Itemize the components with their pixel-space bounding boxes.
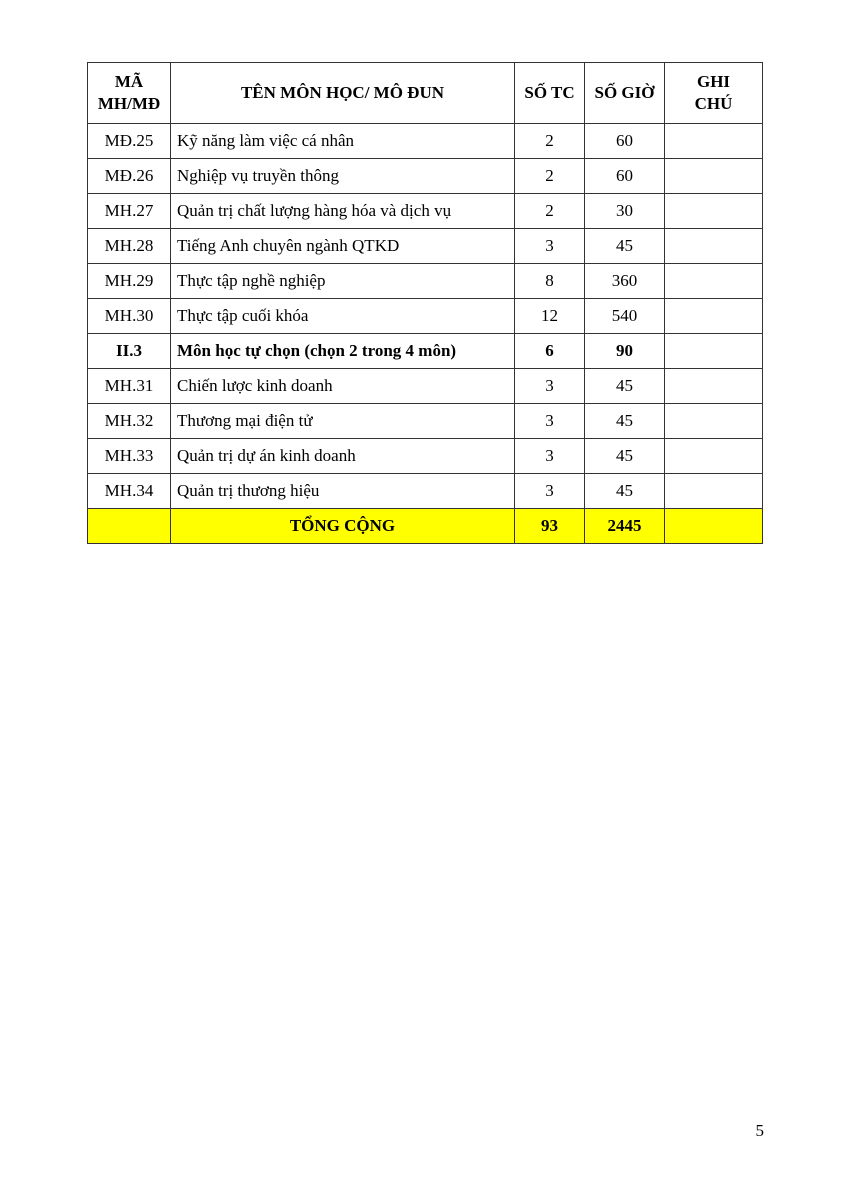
table-row: [88, 124, 763, 159]
cell-name: Thực tập cuối khóa: [171, 299, 515, 334]
cell-note: [665, 439, 763, 474]
header-note-line2: CHÚ: [694, 94, 733, 113]
cell-credits: 2: [515, 194, 585, 229]
header-code-line1: MÃ: [114, 72, 144, 91]
page-number: 5: [755, 1121, 764, 1140]
header-name: TÊN MÔN HỌC/ MÔ ĐUN: [171, 63, 515, 124]
table-row: [88, 369, 763, 404]
cell-code: MH.32: [88, 404, 171, 439]
cell-credits: 3: [515, 404, 585, 439]
total-credits: 93: [515, 509, 585, 544]
table-row: [88, 439, 763, 474]
cell-code: MH.28: [88, 229, 171, 264]
cell-name: Quản trị dự án kinh doanh: [171, 439, 515, 474]
cell-credits: 3: [515, 229, 585, 264]
cell-note: [665, 334, 763, 369]
cell-name: Quản trị chất lượng hàng hóa và dịch vụ: [171, 194, 515, 229]
cell-code: MH.27: [88, 194, 171, 229]
cell-credits: 12: [515, 299, 585, 334]
curriculum-table: [87, 62, 763, 544]
section-row: [88, 334, 763, 369]
header-credits: SỐ TC: [515, 63, 585, 124]
cell-name: Thương mại điện tử: [171, 404, 515, 439]
cell-hours: 45: [585, 474, 665, 509]
cell-name: Nghiệp vụ truyền thông: [171, 159, 515, 194]
cell-name: Tiếng Anh chuyên ngành QTKD: [171, 229, 515, 264]
cell-credits: 3: [515, 439, 585, 474]
cell-credits: 6: [515, 334, 585, 369]
cell-code: II.3: [88, 334, 171, 369]
table-row: [88, 474, 763, 509]
total-note: [665, 509, 763, 544]
total-hours: 2445: [585, 509, 665, 544]
cell-hours: 360: [585, 264, 665, 299]
cell-credits: 3: [515, 369, 585, 404]
table-row: [88, 159, 763, 194]
header-note: [665, 63, 763, 124]
table-row: [88, 404, 763, 439]
cell-name: Chiến lược kinh doanh: [171, 369, 515, 404]
cell-hours: 45: [585, 404, 665, 439]
table-row: [88, 194, 763, 229]
cell-hours: 540: [585, 299, 665, 334]
table-row: [88, 229, 763, 264]
header-code: [88, 63, 171, 124]
cell-code: MH.30: [88, 299, 171, 334]
cell-code: MH.31: [88, 369, 171, 404]
cell-note: [665, 229, 763, 264]
cell-name: Thực tập nghề nghiệp: [171, 264, 515, 299]
total-code-cell: [88, 509, 171, 544]
total-label: TỔNG CỘNG: [171, 509, 515, 544]
cell-note: [665, 264, 763, 299]
cell-note: [665, 159, 763, 194]
cell-note: [665, 404, 763, 439]
table-row: [88, 299, 763, 334]
cell-hours: 30: [585, 194, 665, 229]
cell-hours: 60: [585, 124, 665, 159]
cell-credits: 2: [515, 159, 585, 194]
table-row: [88, 264, 763, 299]
cell-hours: 45: [585, 439, 665, 474]
cell-code: MĐ.25: [88, 124, 171, 159]
cell-code: MH.34: [88, 474, 171, 509]
cell-code: MĐ.26: [88, 159, 171, 194]
cell-note: [665, 124, 763, 159]
cell-note: [665, 369, 763, 404]
total-row: [88, 509, 763, 544]
cell-name: Kỹ năng làm việc cá nhân: [171, 124, 515, 159]
cell-credits: 2: [515, 124, 585, 159]
cell-note: [665, 194, 763, 229]
header-row: [88, 63, 763, 124]
cell-hours: 45: [585, 229, 665, 264]
cell-hours: 90: [585, 334, 665, 369]
cell-code: MH.29: [88, 264, 171, 299]
cell-hours: 60: [585, 159, 665, 194]
cell-name: Môn học tự chọn (chọn 2 trong 4 môn): [171, 334, 515, 369]
cell-code: MH.33: [88, 439, 171, 474]
cell-note: [665, 299, 763, 334]
header-code-line2: MH/MĐ: [97, 94, 161, 113]
cell-hours: 45: [585, 369, 665, 404]
cell-credits: 3: [515, 474, 585, 509]
cell-note: [665, 474, 763, 509]
header-note-line1: GHI: [696, 72, 731, 91]
cell-name: Quản trị thương hiệu: [171, 474, 515, 509]
header-hours: SỐ GIỜ: [585, 63, 665, 124]
cell-credits: 8: [515, 264, 585, 299]
